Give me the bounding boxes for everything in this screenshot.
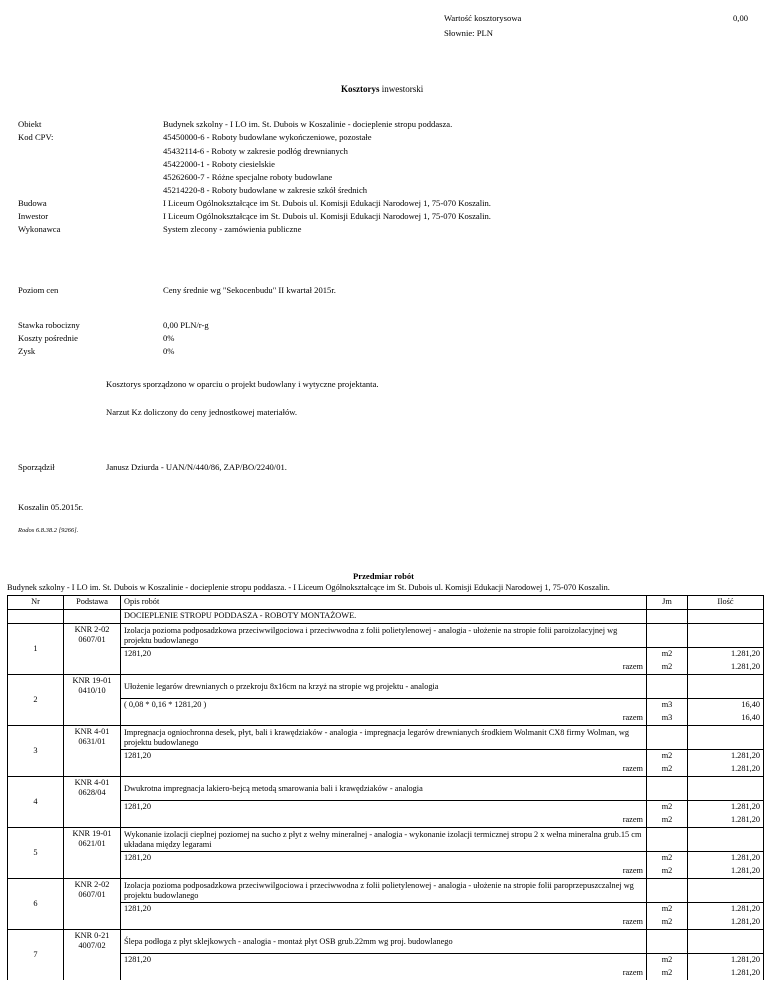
poziom-cen-label: Poziom cen — [18, 285, 59, 295]
item-nr: 2 — [8, 675, 64, 726]
item-podstawa: KNR 19-01 0621/01 — [64, 828, 121, 879]
col-nr-header: Nr — [8, 596, 64, 610]
item-ilosc: 1.281,20 — [688, 648, 764, 662]
place-date: Koszalin 05.2015r. — [18, 502, 84, 512]
item-miara: 1281,20 — [121, 954, 647, 968]
table-row-razem — [8, 661, 764, 675]
table-row-razem — [8, 712, 764, 726]
title-rest: inwestorski — [381, 84, 424, 94]
table-row-measure — [8, 852, 764, 866]
item-opis: Ślepa podłoga z płyt sklejkowych - analogia - montaż płyt OSB grub.22mm wg proj. budowlanego — [121, 930, 647, 954]
zysk-value: 0% — [163, 346, 175, 356]
item-miara: ( 0,08 * 0,16 * 1281,20 ) — [121, 699, 647, 713]
razem-value: 1.281,20 — [688, 967, 764, 980]
item-jm: m2 — [647, 852, 688, 866]
table-row — [8, 828, 764, 852]
item-jm: m2 — [647, 903, 688, 917]
cpv-line: 45422000-1 - Roboty ciesielskie — [163, 159, 275, 169]
obiekt-value: Budynek szkolny - I LO im. St. Dubois w Koszalinie - docieplenie stropu poddasza. — [163, 119, 453, 129]
table-row — [8, 726, 764, 750]
software-version: Rodos 6.8.38.2 [9266]. — [18, 527, 79, 534]
item-ilosc: 16,40 — [688, 699, 764, 713]
przedmiar-table — [7, 595, 764, 980]
table-row — [8, 930, 764, 954]
razem-jm: m2 — [647, 661, 688, 675]
item-miara: 1281,20 — [121, 648, 647, 662]
item-nr: 5 — [8, 828, 64, 879]
item-podstawa: KNR 2-02 0607/01 — [64, 624, 121, 675]
item-miara: 1281,20 — [121, 852, 647, 866]
razem-label: razem — [121, 814, 647, 828]
razem-label: razem — [121, 865, 647, 879]
wartosc-label: Wartość kosztorysowa — [444, 13, 522, 23]
koszty-value: 0% — [163, 333, 175, 343]
razem-jm: m3 — [647, 712, 688, 726]
stawka-label: Stawka robocizny — [18, 320, 80, 330]
razem-jm: m2 — [647, 814, 688, 828]
item-podstawa: KNR 4-01 0631/01 — [64, 726, 121, 777]
slownie-text: Słownie: PLN — [444, 28, 493, 38]
col-ilosc-header: Ilość — [688, 596, 764, 610]
razem-value: 1.281,20 — [688, 661, 764, 675]
cpv-line: 45450000-6 - Roboty budowlane wykończeniowe, pozostałe — [163, 132, 372, 142]
razem-label: razem — [121, 763, 647, 777]
zysk-label: Zysk — [18, 346, 36, 356]
col-podstawa-header: Podstawa — [64, 596, 121, 610]
item-miara: 1281,20 — [121, 750, 647, 764]
wykonawca-value: System zlecony - zamówienia publiczne — [163, 224, 302, 234]
item-jm: m2 — [647, 750, 688, 764]
sporzadzil-label: Sporządził — [18, 462, 55, 472]
item-ilosc: 1.281,20 — [688, 903, 764, 917]
table-row-measure — [8, 954, 764, 968]
item-jm: m3 — [647, 699, 688, 713]
razem-jm: m2 — [647, 967, 688, 980]
item-nr: 1 — [8, 624, 64, 675]
budowa-value: I Liceum Ogólnokształcące im St. Dubois ul. Komisji Edukacji Narodowej 1, 75-070 Koszalin. — [163, 198, 491, 208]
section-row — [8, 610, 764, 624]
table-row-measure — [8, 699, 764, 713]
table-row-razem — [8, 814, 764, 828]
razem-jm: m2 — [647, 865, 688, 879]
table-row — [8, 675, 764, 699]
table-row-razem — [8, 916, 764, 930]
razem-label: razem — [121, 712, 647, 726]
table-row — [8, 879, 764, 903]
cpv-line: 45214220-8 - Roboty budowlane w zakresie szkół średnich — [163, 185, 368, 195]
item-opis: Izolacja pozioma podposadzkowa przeciwwilgociowa i przeciwwodna z folii polietylenowej - analogia - ułożenie na stropie folii paroprzepuszczalnej wg projektu budowlanego — [121, 879, 647, 903]
item-nr: 7 — [8, 930, 64, 981]
table-row-measure — [8, 648, 764, 662]
cpv-label: Kod CPV: — [18, 132, 54, 142]
item-ilosc: 1.281,20 — [688, 954, 764, 968]
inwestor-label: Inwestor — [18, 211, 49, 221]
table-row-measure — [8, 903, 764, 917]
budowa-label: Budowa — [18, 198, 47, 208]
item-jm: m2 — [647, 648, 688, 662]
table-row — [8, 777, 764, 801]
wykonawca-label: Wykonawca — [18, 224, 61, 234]
item-podstawa: KNR 0-21 4007/02 — [64, 930, 121, 981]
table-row-razem — [8, 763, 764, 777]
item-miara: 1281,20 — [121, 903, 647, 917]
col-opis-header: Opis robót — [121, 596, 647, 610]
title-bold: Kosztorys — [341, 84, 380, 94]
item-podstawa: KNR 2-02 0607/01 — [64, 879, 121, 930]
table-row-measure — [8, 801, 764, 815]
item-opis: Dwukrotna impregnacja lakiero-bejcą metodą smarowania bali i krawędziaków - analogia — [121, 777, 647, 801]
razem-label: razem — [121, 967, 647, 980]
przedmiar-subtitle: Budynek szkolny - I LO im. St. Dubois w Koszalinie - docieplenie stropu poddasza. - I Liceum Ogólnokształcące im St. Dubois ul. Komisji Edukacji Narodowej 1, 75-070 Koszalin. — [7, 583, 610, 592]
razem-value: 16,40 — [688, 712, 764, 726]
wartosc-value: 0,00 — [733, 13, 749, 23]
inwestor-value: I Liceum Ogólnokształcące im St. Dubois ul. Komisji Edukacji Narodowej 1, 75-070 Koszalin. — [163, 211, 491, 221]
item-ilosc: 1.281,20 — [688, 801, 764, 815]
note-projekt: Kosztorys sporządzono w oparciu o projekt budowlany i wytyczne projektanta. — [106, 379, 379, 389]
table-row-measure — [8, 750, 764, 764]
razem-value: 1.281,20 — [688, 814, 764, 828]
razem-label: razem — [121, 916, 647, 930]
cpv-line: 45432114-6 - Roboty w zakresie podłóg drewnianych — [163, 146, 348, 156]
item-opis: Izolacja pozioma podposadzkowa przeciwwilgociowa i przeciwwodna z folii polietylenowej - analogia - ułożenie na stropie folii paroizolacyjnej wg projektu budowlanego — [121, 624, 647, 648]
przedmiar-title: Przedmiar robót — [353, 571, 415, 581]
item-podstawa: KNR 19-01 0410/10 — [64, 675, 121, 726]
section-title: DOCIEPLENIE STROPU PODDASZA - ROBOTY MONTAŻOWE. — [121, 610, 647, 624]
item-jm: m2 — [647, 801, 688, 815]
col-jm-header: Jm — [647, 596, 688, 610]
razem-label: razem — [121, 661, 647, 675]
poziom-cen-value: Ceny średnie wg "Sekocenbudu" II kwartał 2015r. — [163, 285, 336, 295]
document-title — [341, 84, 423, 94]
cpv-line: 45262600-7 - Różne specjalne roboty budowlane — [163, 172, 333, 182]
stawka-value: 0,00 PLN/r-g — [163, 320, 209, 330]
table-header-row — [8, 596, 764, 610]
table-row-razem — [8, 967, 764, 980]
razem-value: 1.281,20 — [688, 763, 764, 777]
razem-value: 1.281,20 — [688, 916, 764, 930]
item-opis: Impregnacja ogniochronna desek, płyt, bali i krawędziaków - analogia - impregnacja legarów drewnianych środkiem Wolmanit CX8 firmy Wolman, wg projektu budowlanego — [121, 726, 647, 750]
item-opis: Ułożenie legarów drewnianych o przekroju 8x16cm na krzyż na stropie wg projektu - analogia — [121, 675, 647, 699]
item-nr: 6 — [8, 879, 64, 930]
item-ilosc: 1.281,20 — [688, 852, 764, 866]
item-podstawa: KNR 4-01 0628/04 — [64, 777, 121, 828]
razem-jm: m2 — [647, 916, 688, 930]
item-opis: Wykonanie izolacji cieplnej poziomej na sucho z płyt z wełny mineralnej - analogia - wykonanie izolacji termicznej stropu 2 x wełna mineralna grub.15 cm układana między legarami — [121, 828, 647, 852]
obiekt-label: Obiekt — [18, 119, 42, 129]
item-nr: 4 — [8, 777, 64, 828]
item-jm: m2 — [647, 954, 688, 968]
item-miara: 1281,20 — [121, 801, 647, 815]
item-ilosc: 1.281,20 — [688, 750, 764, 764]
table-row-razem — [8, 865, 764, 879]
table-row — [8, 624, 764, 648]
sporzadzil-value: Janusz Dziurda - UAN/N/440/86, ZAP/BO/2240/01. — [106, 462, 287, 472]
razem-value: 1.281,20 — [688, 865, 764, 879]
note-narzut: Narzut Kz doliczony do ceny jednostkowej materiałów. — [106, 407, 298, 417]
item-nr: 3 — [8, 726, 64, 777]
koszty-label: Koszty pośrednie — [18, 333, 78, 343]
razem-jm: m2 — [647, 763, 688, 777]
